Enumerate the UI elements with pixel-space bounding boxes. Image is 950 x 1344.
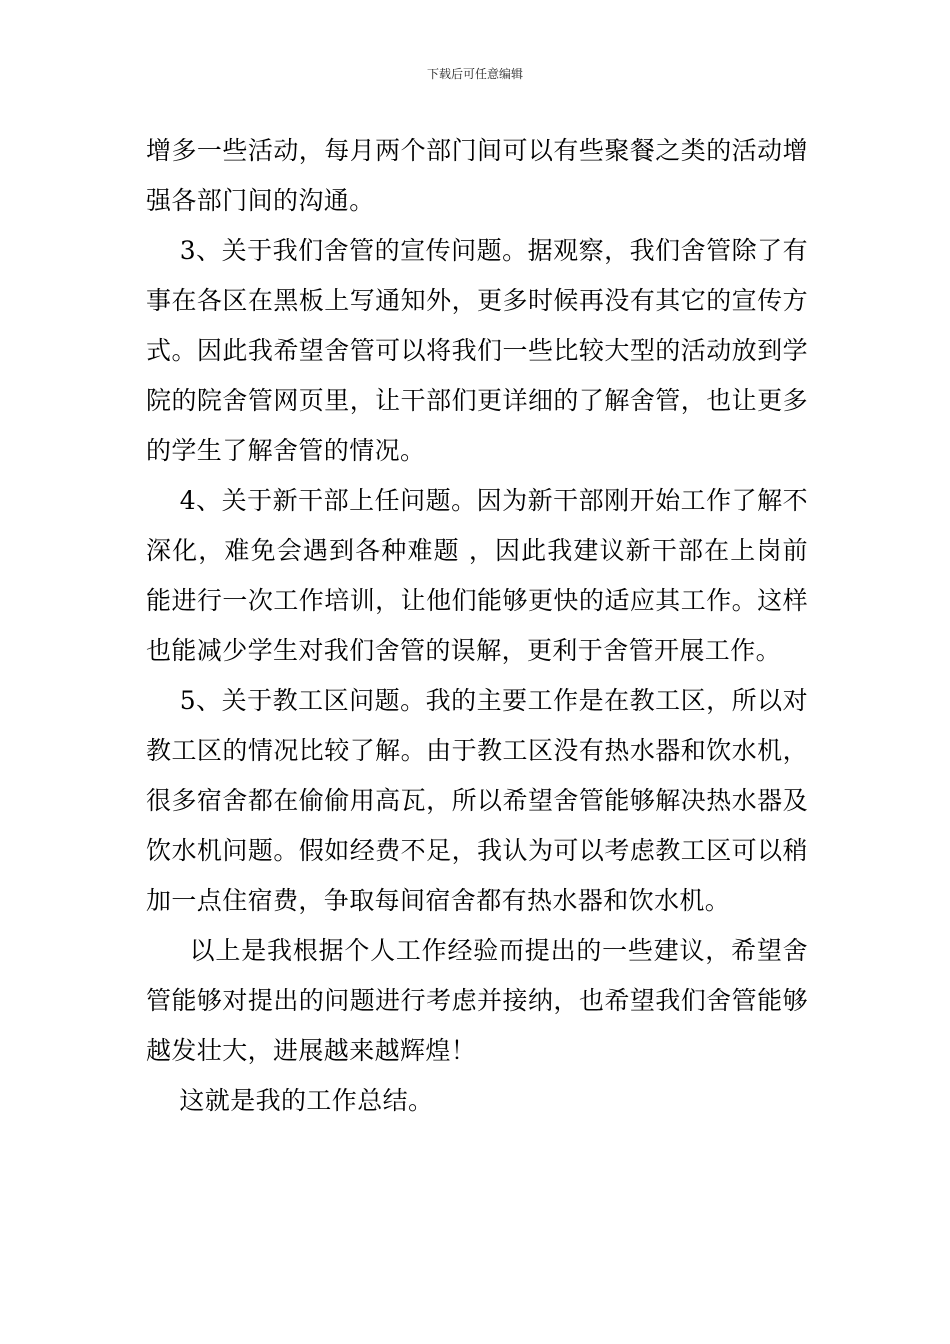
paragraph-item-5: 5、关于教工区问题。我的主要工作是在教工区，所以对教工区的情况比较了解。由于教工区没有热水器和饮水机，很多宿舍都在偷偷用高瓦，所以希望舍管能够解决热水器及饮水机问题。假如经费不足，我认为可以考虑教工区可以稍加一点住宿费，争取每间宿舍都有热水器和饮水机。 xyxy=(146,686,808,915)
paragraph-item-3: 3、关于我们舍管的宣传问题。据观察，我们舍管除了有事在各区在黑板上写通知外，更多时候再没有其它的宣传方式。因此我希望舍管可以将我们一些比较大型的活动放到学院的院舍管网页里，让干部们更详细的了解舍管，也让更多的学生了解舍管的情况。 xyxy=(146,236,808,465)
paragraph-item-4: 4、关于新干部上任问题。因为新干部刚开始工作了解不深化，难免会遇到各种难题 ，因此我建议新干部在上岗前能进行一次工作培训，让他们能够更快的适应其工作。这样也能减少学生对我们舍管的误解，更利于舍管开展工作。 xyxy=(146,486,808,665)
paragraph-closing: 这就是我的工作总结。 xyxy=(146,1086,434,1115)
page-header: 下载后可任意编辑 xyxy=(426,67,523,81)
document-body xyxy=(146,126,808,1126)
paragraph-continuation: 增多一些活动，每月两个部门间可以有些聚餐之类的活动增强各部门间的沟通。 xyxy=(146,136,808,215)
paragraph-conclusion: 以上是我根据个人工作经验而提出的一些建议，希望舍管能够对提出的问题进行考虑并接纳，也希望我们舍管能够越发壮大，进展越来越辉煌！ xyxy=(146,936,808,1065)
